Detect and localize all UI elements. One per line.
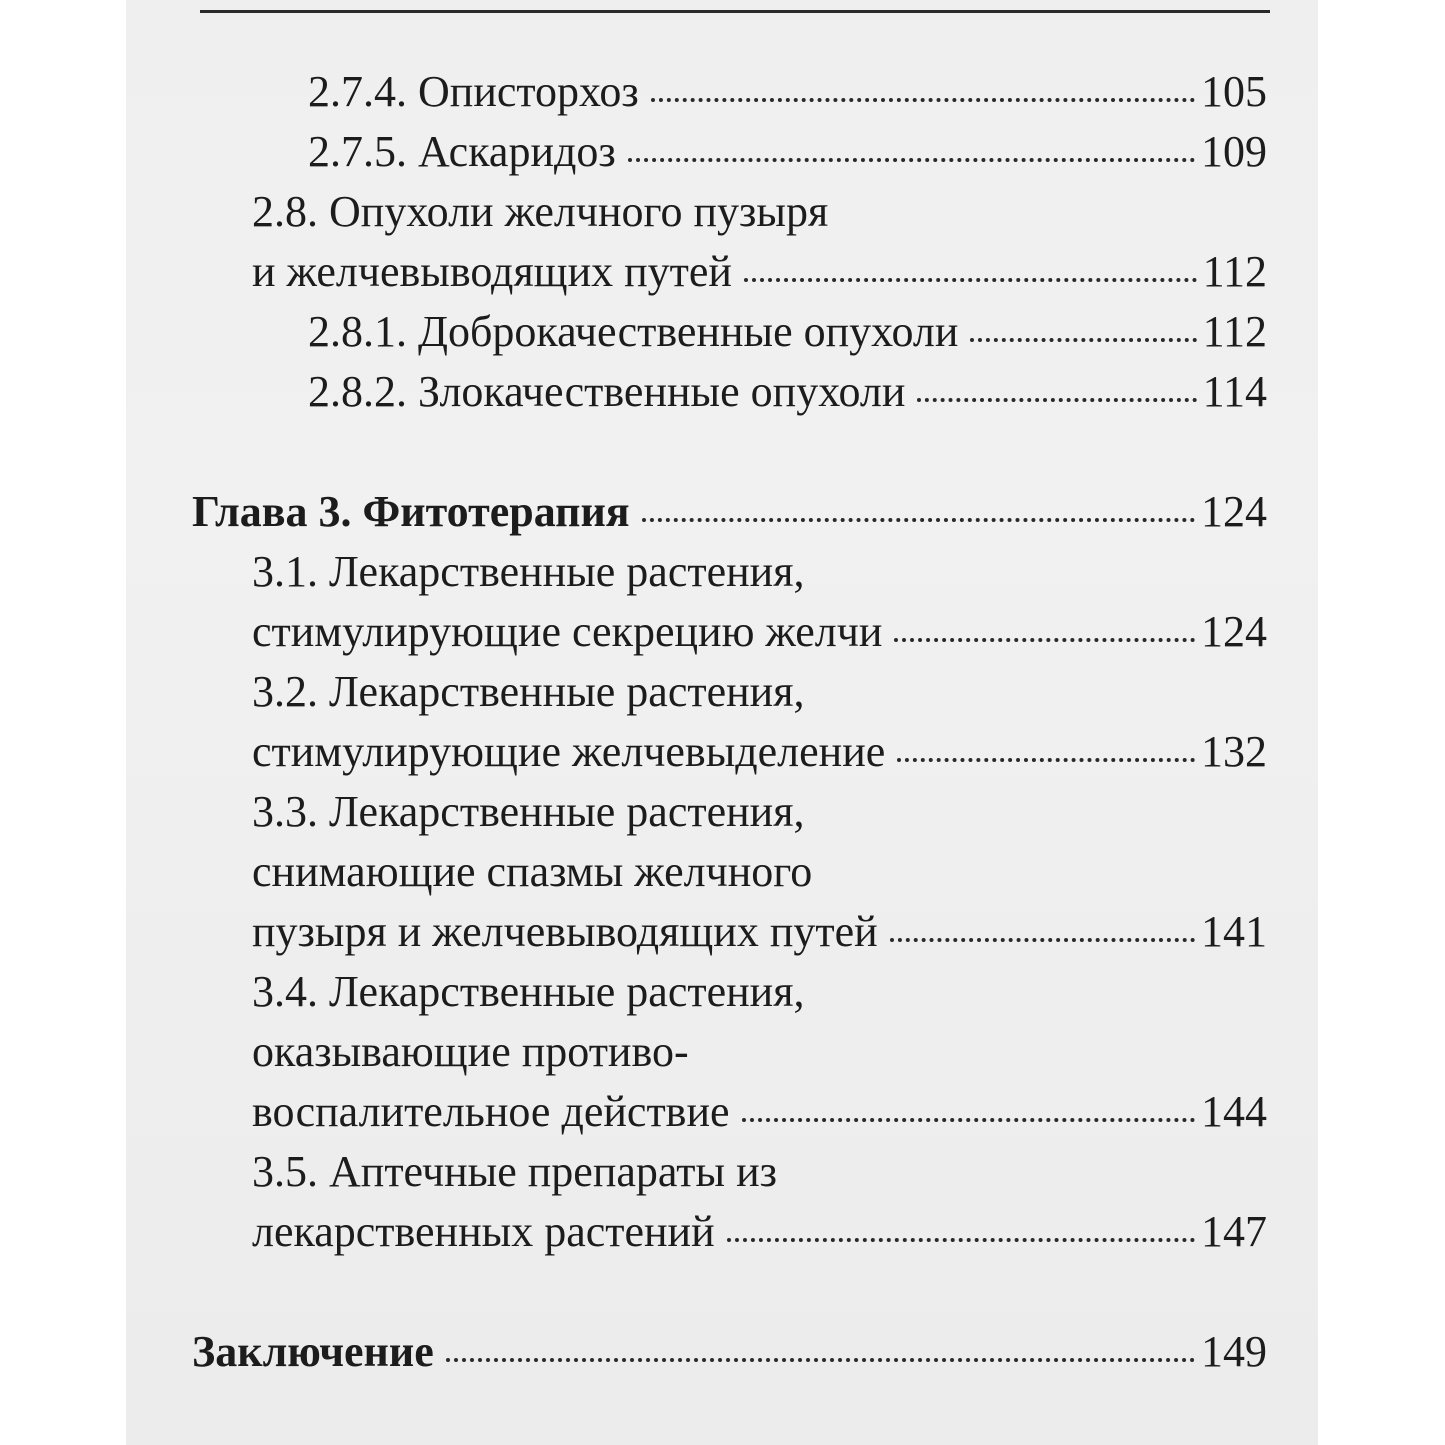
toc-entry-title: снимающие спазмы желчного (252, 847, 813, 896)
toc-entry-3-5 (252, 1207, 1267, 1256)
dot-leader (642, 518, 1195, 522)
toc-page-number: 124 (1201, 487, 1267, 536)
toc-entry-3-4 (252, 1087, 1267, 1136)
toc-chapter-title: Глава 3. Фитотерапия (192, 487, 630, 536)
toc-entry-title: 3.4. Лекарственные растения, (252, 967, 805, 1016)
toc-entry-3-2 (252, 727, 1267, 776)
toc-entry-3-1 (252, 607, 1267, 656)
toc-entry-2-7-4 (308, 67, 1267, 116)
toc-entry-3-3-line2 (252, 847, 813, 896)
dot-leader (744, 278, 1197, 282)
toc-page-number: 147 (1201, 1207, 1267, 1256)
toc-entry-title: стимулирующие желчевыделение (252, 727, 886, 776)
dot-leader (890, 938, 1195, 942)
dot-leader (894, 638, 1195, 642)
toc-entry-3-4-line1 (252, 967, 805, 1016)
toc-entry-title: 2.7.4. Описторхоз (308, 67, 639, 116)
toc-entry-title: пузыря и желчевыводящих путей (252, 907, 878, 956)
toc-entry-title: оказывающие противо- (252, 1027, 689, 1076)
dot-leader (742, 1118, 1195, 1122)
toc-entry-title: 3.2. Лекарственные растения, (252, 667, 805, 716)
toc-chapter-3 (192, 487, 1267, 536)
toc-entry-title: и желчевыводящих путей (252, 247, 732, 296)
toc-entry-title: воспалительное действие (252, 1087, 730, 1136)
toc-page-number: 132 (1201, 727, 1267, 776)
toc-entry-title: 3.5. Аптечные препараты из (252, 1147, 778, 1196)
toc-entry-title: 2.8.2. Злокачественные опухоли (308, 367, 906, 416)
toc-entry-3-5-line1 (252, 1147, 778, 1196)
toc-entry-2-8 (252, 247, 1267, 296)
toc-entry-title: 2.8.1. Доброкачественные опухоли (308, 307, 959, 356)
toc-page-number: 141 (1201, 907, 1267, 956)
dot-leader (628, 158, 1195, 162)
toc-entry-title: 3.1. Лекарственные растения, (252, 547, 805, 596)
toc-entry-3-1-line1 (252, 547, 805, 596)
toc-entry-title: стимулирующие секрецию желчи (252, 607, 883, 656)
toc-entry-2-8-1 (308, 307, 1267, 356)
toc-page-number: 114 (1202, 367, 1267, 416)
toc-conclusion (192, 1327, 1267, 1376)
dot-leader (651, 98, 1195, 102)
toc-page-number: 144 (1201, 1087, 1267, 1136)
toc-page-number: 105 (1201, 67, 1267, 116)
dot-leader (446, 1358, 1195, 1362)
toc-chapter-title: Заключение (192, 1327, 434, 1376)
toc-entry-title: 2.8. Опухоли желчного пузыря (252, 187, 829, 236)
toc-page-number: 112 (1202, 247, 1267, 296)
dot-leader (727, 1238, 1195, 1242)
dot-leader (897, 758, 1195, 762)
toc-page-number: 149 (1201, 1327, 1267, 1376)
toc-entry-title: лекарственных растений (252, 1207, 715, 1256)
toc-entry-3-3-line1 (252, 787, 805, 836)
toc-entry-title: 2.7.5. Аскаридоз (308, 127, 616, 176)
toc-entry-2-7-5 (308, 127, 1267, 176)
toc-page-number: 124 (1201, 607, 1267, 656)
toc-entry-3-4-line2 (252, 1027, 689, 1076)
toc-entry-title: 3.3. Лекарственные растения, (252, 787, 805, 836)
toc-entry-3-3 (252, 907, 1267, 956)
toc-entry-3-2-line1 (252, 667, 805, 716)
toc-entry-2-8-2 (308, 367, 1267, 416)
top-rule (200, 10, 1270, 13)
toc-page-number: 109 (1201, 127, 1267, 176)
dot-leader (917, 398, 1196, 402)
toc-page-number: 112 (1202, 307, 1267, 356)
dot-leader (970, 338, 1196, 342)
toc-entry-2-8-line1 (252, 187, 829, 236)
